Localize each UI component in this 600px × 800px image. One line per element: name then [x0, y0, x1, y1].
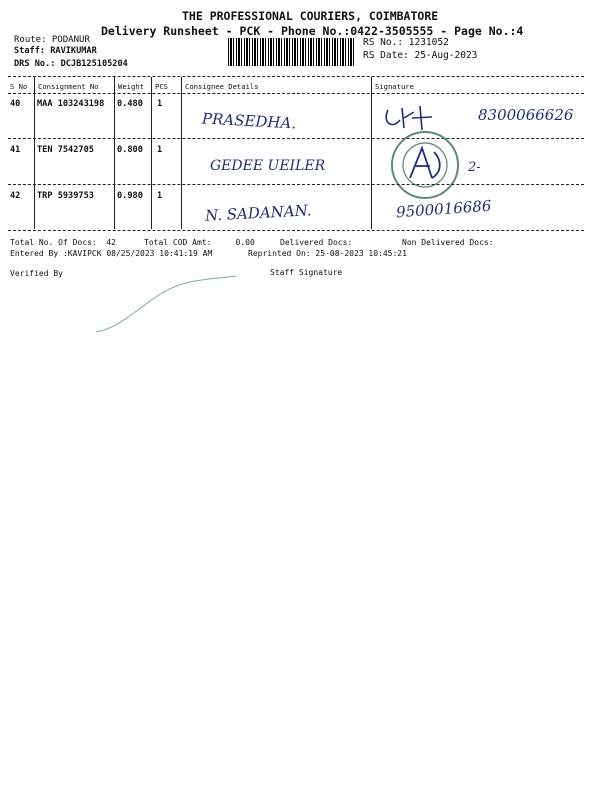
- delivered-docs: Delivered Docs:: [280, 238, 353, 247]
- column-separator: [371, 77, 372, 229]
- row-sno: 40: [10, 99, 21, 109]
- non-delivered-docs: Non Delivered Docs:: [402, 238, 494, 247]
- col-header-sno: S No: [10, 82, 28, 91]
- signature-scribble: [380, 100, 440, 134]
- row-consignee: N. SADANAN.: [204, 201, 312, 225]
- company-stamp: [382, 130, 468, 200]
- col-header-signature: Signature: [375, 82, 414, 91]
- row-consignment: TRP 5939753: [37, 191, 94, 201]
- staff-label: Staff: RAVIKUMAR: [14, 46, 97, 56]
- entered-by: Entered By :KAVIPCK 08/25/2023 10:41:19 AM: [10, 249, 213, 258]
- column-separator: [114, 77, 115, 229]
- row-consignee: PRASEDHA.: [201, 109, 297, 133]
- col-header-consignee: Consignee Details: [185, 82, 259, 91]
- row-weight: 0.980: [117, 191, 143, 201]
- verification-pen-stroke: [90, 270, 240, 340]
- rs-number: RS No.: 1231052: [363, 37, 449, 48]
- rs-date: RS Date: 25-Aug-2023: [363, 50, 478, 61]
- row-signature: 8300066626: [478, 106, 574, 124]
- divider: [8, 76, 584, 77]
- column-separator: [181, 77, 182, 229]
- barcode: [228, 38, 354, 66]
- row-pcs: 1: [157, 99, 163, 109]
- total-docs: Total No. Of Docs: 42: [10, 238, 116, 247]
- divider: [8, 184, 584, 185]
- row-consignment: TEN 7542705: [37, 145, 94, 155]
- row-weight: 0.800: [117, 145, 143, 155]
- col-header-consignment: Consignment No: [38, 82, 99, 91]
- row-signature: 9500016686: [395, 196, 492, 222]
- row-consignment: MAA 103243198: [37, 99, 105, 109]
- row-consignee: GEDEE UEILER: [210, 158, 326, 174]
- verified-by: Verified By: [10, 269, 63, 278]
- row-pcs: 1: [157, 191, 163, 201]
- col-header-pcs: PCS: [155, 82, 168, 91]
- col-header-weight: Weight: [118, 82, 144, 91]
- row-pcs: 1: [157, 145, 163, 155]
- drs-label: DRS No.: DCJB125105204: [14, 59, 128, 69]
- row-sno: 42: [10, 191, 21, 201]
- column-separator: [34, 77, 35, 229]
- divider: [8, 138, 584, 139]
- row-weight: 0.480: [117, 99, 143, 109]
- row-sno: 41: [10, 145, 21, 155]
- total-cod: Total COD Amt: 0.00: [144, 238, 255, 247]
- runsheet-subtitle: Delivery Runsheet - PCK - Phone No.:0422-3505555 - Page No.:4: [101, 24, 524, 38]
- row-signature: 2-: [468, 160, 481, 175]
- divider: [8, 230, 584, 231]
- company-title: THE PROFESSIONAL COURIERS, COIMBATORE: [182, 9, 439, 23]
- column-separator: [151, 77, 152, 229]
- route-label: Route: PODANUR: [14, 35, 90, 45]
- staff-signature: Staff Signature: [270, 268, 343, 277]
- divider: [8, 93, 584, 94]
- reprinted-on: Reprinted On: 25-08-2023 10:45:21: [248, 249, 407, 258]
